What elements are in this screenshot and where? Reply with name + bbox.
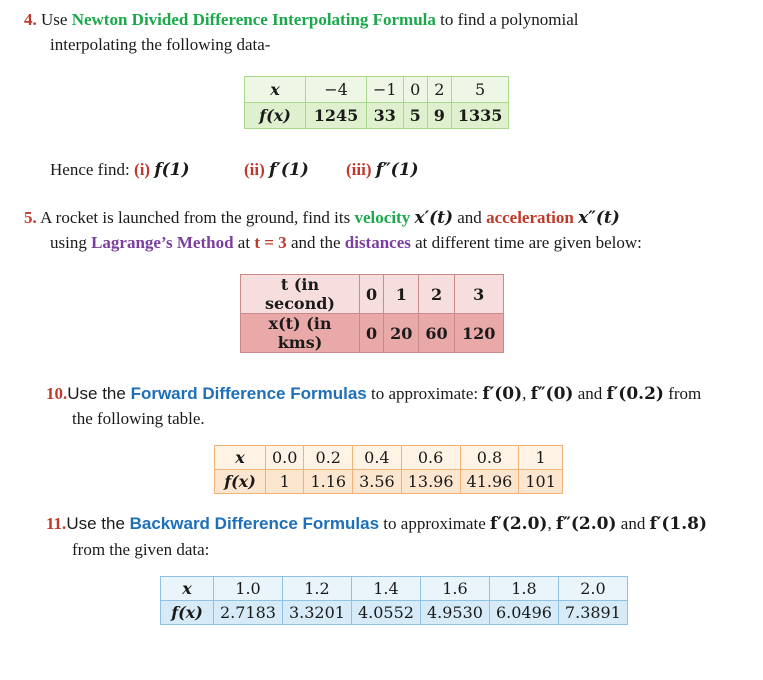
q11-number: 11. (46, 514, 67, 533)
q11-x-cell: 1.0 (214, 577, 283, 601)
q10-fx-header: f(x) (215, 470, 266, 494)
q4-x-cell: −1 (367, 77, 404, 103)
q4-x-header: x (245, 77, 306, 103)
q11-x-cell: 1.8 (489, 577, 558, 601)
q4-fx-cell: 9 (427, 103, 451, 129)
q5-x-cell: 20 (384, 314, 419, 353)
q4-part-iii-expr: f″(1) (375, 160, 419, 180)
q4-part-ii-label: (ii) (244, 160, 265, 179)
q5-acceleration-expr: x″(t) (578, 208, 620, 228)
q5-velocity-expr: x′(t) (414, 208, 454, 228)
q11-line2: from the given data: (72, 540, 210, 559)
q11-text-b: to approximate (379, 514, 490, 533)
q5-line1 (24, 208, 620, 228)
q5-distances: distances (344, 233, 411, 252)
q10-method: Forward Difference Formulas (130, 384, 367, 403)
q11-fx-cell: 6.0496 (489, 601, 558, 625)
q11-expr3: f′(1.8) (649, 514, 708, 534)
q4-method: Newton Divided Difference Interpolating Formula (71, 10, 436, 29)
q11-data-table (160, 576, 628, 625)
q11-fx-cell: 7.3891 (558, 601, 627, 625)
q4-fx-cell: 1245 (306, 103, 367, 129)
q10-text-a: Use the (67, 384, 131, 403)
q11-sep1: , (547, 514, 556, 533)
q5-velocity: velocity (354, 208, 411, 227)
q5-t-cell: 0 (360, 275, 384, 314)
q4-x-cell: 0 (403, 77, 427, 103)
q11-fx-cell: 2.7183 (214, 601, 283, 625)
q10-x-cell: 0.0 (266, 446, 304, 470)
q10-x-cell: 0.2 (304, 446, 353, 470)
q11-fx-cell: 4.9530 (420, 601, 489, 625)
q5-x-cell: 0 (360, 314, 384, 353)
q5-t-cell: 1 (384, 275, 419, 314)
q10-fx-cell: 13.96 (401, 470, 460, 494)
q5-x-cell: 60 (419, 314, 454, 353)
q4-text-a: Use (41, 10, 72, 29)
q11-x-cell: 1.4 (351, 577, 420, 601)
q10-fx-cell: 41.96 (460, 470, 519, 494)
q11-x-header: x (161, 577, 214, 601)
q4-fx-cell: 1335 (451, 103, 509, 129)
q4-text-b: to find a polynomial (435, 10, 579, 29)
q10-x-cell: 0.6 (401, 446, 460, 470)
q5-t-eq: t = 3 (254, 233, 287, 252)
q4-part-iii-label: (iii) (346, 160, 372, 179)
q5-text-a: A rocket is launched from the ground, find its (40, 208, 355, 227)
q5-line2-c: and the (286, 233, 345, 252)
q4-fx-cell: 5 (403, 103, 427, 129)
q11-x-cell: 2.0 (558, 577, 627, 601)
q5-data-table (240, 274, 504, 353)
q5-x-cell: 120 (454, 314, 503, 353)
q10-x-cell: 0.4 (353, 446, 402, 470)
q4-line2: interpolating the following data- (50, 35, 271, 54)
q10-number: 10. (46, 384, 68, 403)
q5-line2 (50, 233, 642, 253)
q10-sep1: , (522, 384, 531, 403)
q11-fx-header: f(x) (161, 601, 214, 625)
q10-fx-cell: 1.16 (304, 470, 353, 494)
q11-line1 (46, 514, 707, 534)
q10-expr1: f′(0) (482, 384, 523, 404)
q11-expr2: f″(2.0) (555, 514, 617, 534)
q5-method: Lagrange’s Method (91, 233, 234, 252)
q10-fx-cell: 3.56 (353, 470, 402, 494)
q10-sep2: and (573, 384, 607, 403)
q10-line2: the following table. (72, 409, 205, 428)
q11-text-a: Use the (66, 514, 130, 533)
q4-x-cell: 5 (451, 77, 509, 103)
q4-line1 (24, 10, 579, 30)
q11-x-cell: 1.6 (420, 577, 489, 601)
q4-hence-text: Hence find: (50, 160, 135, 179)
q4-part-iii (346, 160, 419, 180)
q10-x-header: x (215, 446, 266, 470)
q10-fx-cell: 1 (266, 470, 304, 494)
q10-fx-cell: 101 (519, 470, 563, 494)
q4-data-table (244, 76, 509, 129)
q10-text-b: to approximate: (366, 384, 483, 403)
q5-t-cell: 2 (419, 275, 454, 314)
q10-x-cell: 0.8 (460, 446, 519, 470)
q4-x-cell: −4 (306, 77, 367, 103)
q4-x-cell: 2 (427, 77, 451, 103)
q5-line2-a: using (50, 233, 92, 252)
q5-and: and (453, 208, 487, 227)
q4-hence-line (50, 160, 190, 180)
q5-t-header: t (in second) (241, 275, 360, 314)
q10-text-c: from (663, 384, 702, 403)
q4-fx-header: f(x) (245, 103, 306, 129)
q4-part-i-label: (i) (134, 160, 151, 179)
q5-number: 5. (24, 208, 37, 227)
q10-expr2: f″(0) (530, 384, 574, 404)
q5-x-header: x(t) (in kms) (241, 314, 360, 353)
q4-part-ii-expr: f′(1) (269, 160, 309, 180)
q11-fx-cell: 4.0552 (351, 601, 420, 625)
q5-acceleration: acceleration (486, 208, 574, 227)
q11-method: Backward Difference Formulas (129, 514, 380, 533)
q10-data-table (214, 445, 563, 494)
q10-line1 (46, 384, 701, 404)
q4-part-i-expr: f(1) (154, 160, 190, 180)
q10-x-cell: 1 (519, 446, 563, 470)
q4-number: 4. (24, 10, 37, 29)
q11-sep2: and (616, 514, 650, 533)
q10-expr3: f′(0.2) (606, 384, 664, 404)
q4-part-ii (244, 160, 309, 180)
q11-expr1: f′(2.0) (490, 514, 548, 534)
q4-fx-cell: 33 (367, 103, 404, 129)
q5-line2-d: at different time are given below: (410, 233, 642, 252)
q11-fx-cell: 3.3201 (282, 601, 351, 625)
q5-line2-b: at (233, 233, 255, 252)
q5-t-cell: 3 (454, 275, 503, 314)
q11-x-cell: 1.2 (282, 577, 351, 601)
